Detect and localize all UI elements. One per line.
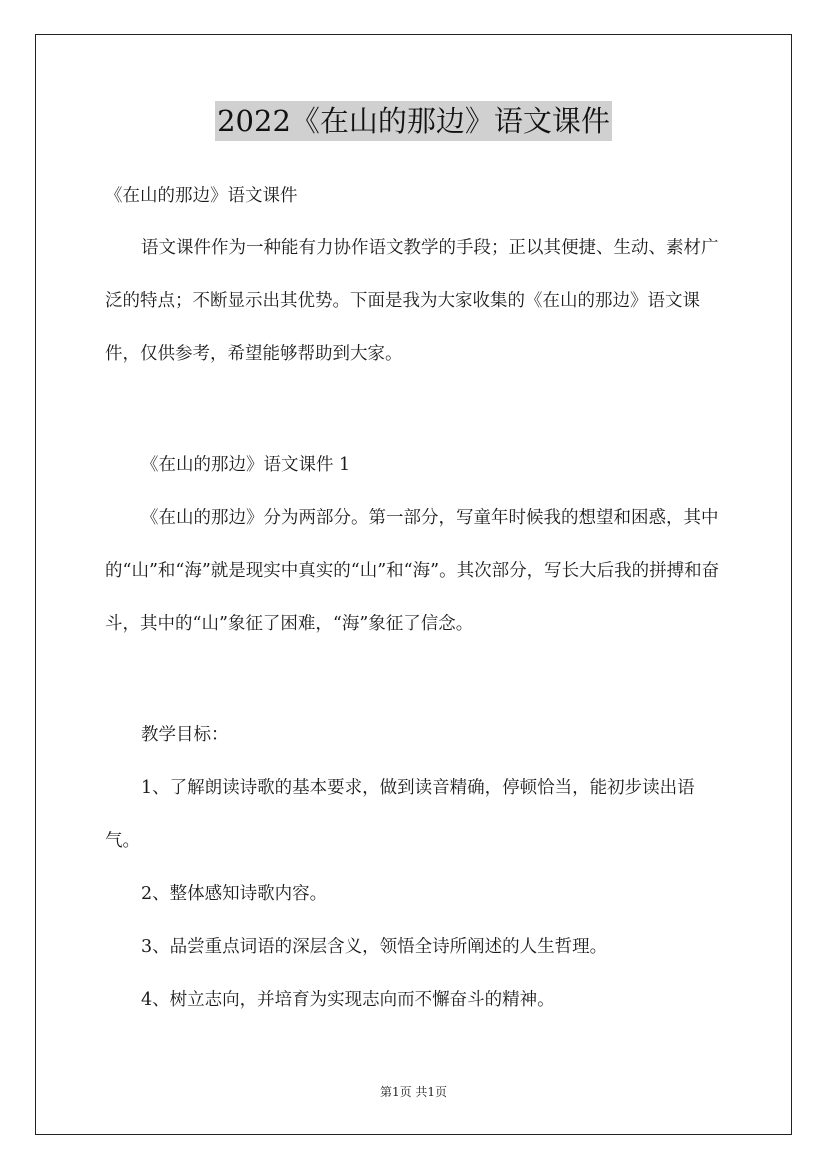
goal-item-1: 1、了解朗读诗歌的基本要求，做到读音精确，停顿恰当，能初步读出语气。 bbox=[105, 778, 695, 851]
intro-paragraph: 语文课件作为一种能有力协作语文教学的手段；正以其便捷、生动、素材广泛的特点；不断显示出其优势。下面是我为大家收集的《在山的那边》语文课件，仅供参考，希望能够帮助到大家。 bbox=[105, 238, 719, 364]
document-title: 2022《在山的那边》语文课件 bbox=[215, 101, 612, 141]
section-heading: 《在山的那边》语文课件 1 bbox=[141, 455, 351, 475]
goals-heading: 教学目标： bbox=[141, 725, 229, 745]
title-container bbox=[0, 101, 827, 141]
document-subtitle: 《在山的那边》语文课件 bbox=[105, 186, 298, 206]
goal-item-4: 4、树立志向，并培育为实现志向而不懈奋斗的精神。 bbox=[141, 990, 555, 1010]
page-footer: 第1页 共1页 bbox=[379, 1085, 448, 1099]
goal-item-2: 2、整体感知诗歌内容。 bbox=[141, 884, 328, 904]
section-paragraph: 《在山的那边》分为两部分。第一部分，写童年时候我的想望和困惑，其中的“山”和“海”就是现实中真实的“山”和“海”。其次部分，写长大后我的拼搏和奋斗，其中的“山”象征了困难，“海”象征了信念。 bbox=[105, 508, 720, 634]
goal-item-3: 3、品尝重点词语的深层含义，领悟全诗所阐述的人生哲理。 bbox=[141, 937, 608, 957]
